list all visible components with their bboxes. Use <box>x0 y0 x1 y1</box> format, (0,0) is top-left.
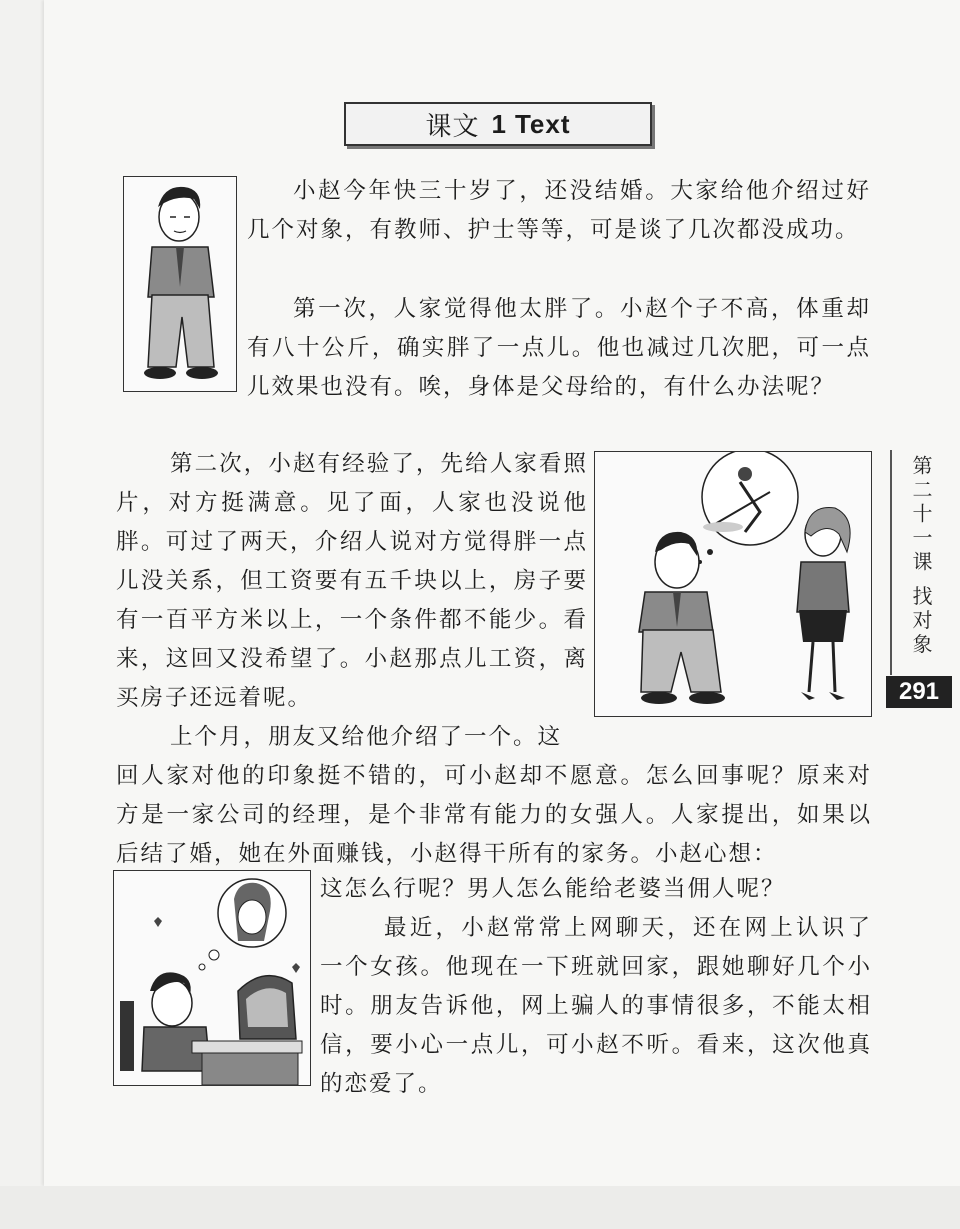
illustration-standing-man <box>123 176 237 392</box>
illustration-man-at-computer <box>113 870 311 1086</box>
illustration-couple <box>594 451 872 717</box>
lesson-label: 课文 <box>425 111 480 142</box>
paragraph-2: 第一次，人家觉得他太胖了。小赵个子不高，体重却有八十公斤，确实胖了一点儿。他也减过几次肥，可一点儿效果也没有。唉，身体是父母给的，有什么办法呢？ <box>247 296 871 400</box>
paragraph-3: 第二次，小赵有经验了，先给人家看照片，对方挺满意。见了面，人家也没说他胖。可过了两天，介绍人说对方觉得胖一点儿没关系，但工资要有五千块以上，房子要有一百平方米以上，一个条件都不能少。看来，这回又没希望了。小赵那点儿工资，离买房子还远着呢。 <box>116 451 588 711</box>
standing-man-drawing <box>124 177 236 391</box>
paragraph-4-first-line: 上个月，朋友又给他介绍了一个。这 <box>170 724 563 750</box>
side-tab-lesson-title: 第二十一课 找对象 <box>909 455 933 658</box>
scan-margin <box>0 1186 960 1229</box>
paragraph-1: 小赵今年快三十岁了，还没结婚。大家给他介绍过好几个对象，有教师、护士等等，可是谈了几次都没成功。 <box>247 178 871 243</box>
lesson-text-label: Text <box>514 108 571 139</box>
paragraph-4-continued: 回人家对他的印象挺不错的，可小赵却不愿意。怎么回事呢？原来对方是一家公司的经理，是个非常有能力的女强人。人家提出，如果以后结了婚，她在外面赚钱，小赵得干所有的家务。小赵心想： <box>116 763 872 867</box>
page-number: 291 <box>886 676 952 708</box>
lesson-number: 1 <box>491 108 507 139</box>
side-tab-rule <box>890 450 892 675</box>
paragraph-5: 最近，小赵常常上网聊天，还在网上认识了一个女孩。他现在一下班就回家，跟她聊好几个小时。朋友告诉他，网上骗人的事情很多，不能太相信，要小心一点儿，可小赵不听。看来，这次他真的恋爱了。 <box>320 915 872 1097</box>
couple-drawing <box>595 452 871 716</box>
lesson-title-box <box>344 102 652 146</box>
paragraph-4-last-line: 这怎么行呢？男人怎么能给老婆当佣人呢？ <box>320 876 786 902</box>
computer-drawing <box>114 871 310 1085</box>
